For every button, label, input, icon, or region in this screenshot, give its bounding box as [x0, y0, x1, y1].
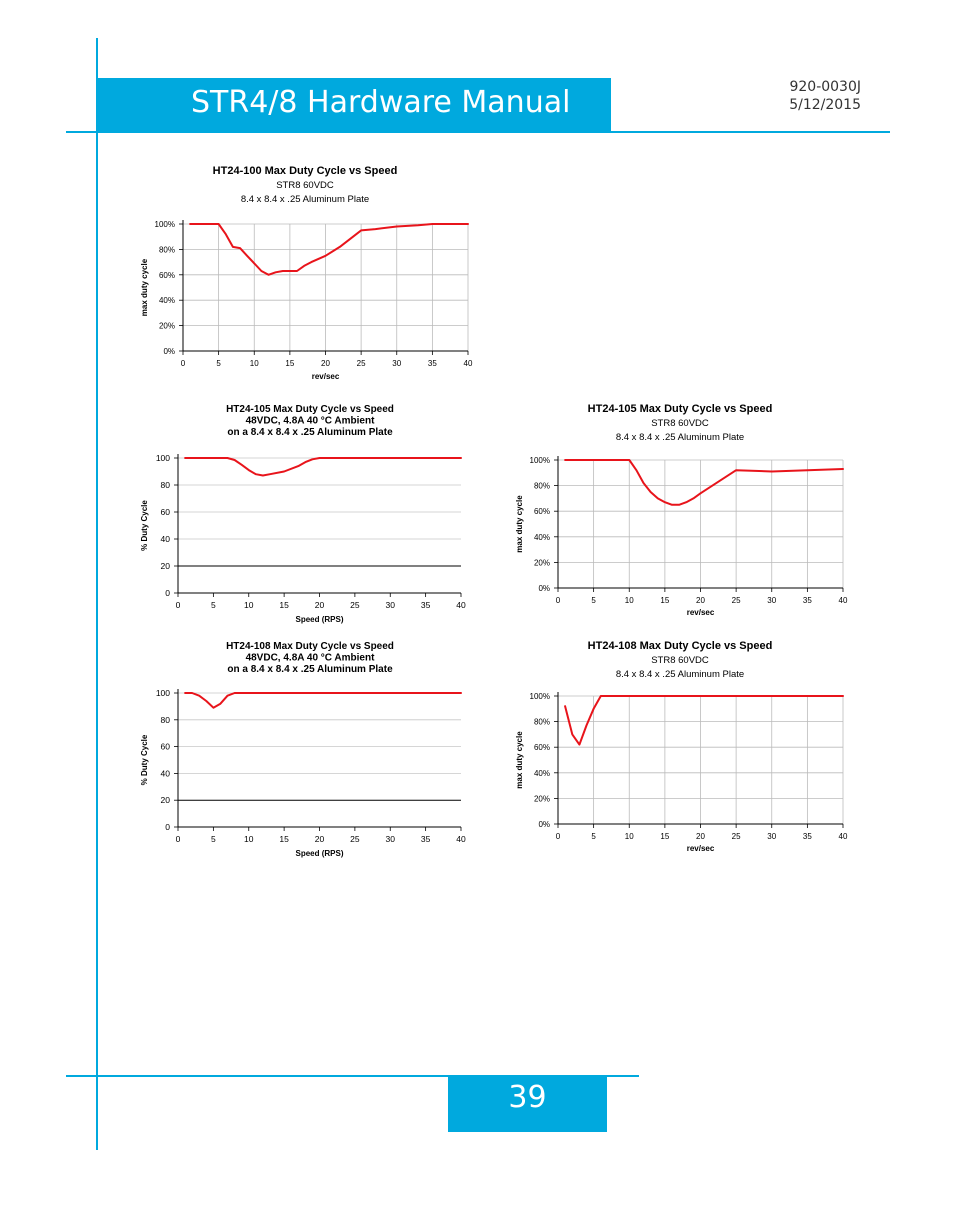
- x-tick-label: 15: [285, 359, 295, 368]
- x-tick-label: 40: [456, 834, 466, 844]
- chart-title: HT24-108 Max Duty Cycle vs Speed: [587, 640, 773, 652]
- x-tick-label: 20: [696, 596, 705, 605]
- doc-date: 5/12/2015: [789, 97, 861, 113]
- y-tick-label: 0%: [538, 820, 550, 829]
- chart-title: HT24-100 Max Duty Cycle vs Speed: [212, 165, 398, 177]
- page-title: STR4/8 Hardware Manual: [191, 85, 571, 120]
- y-tick-label: 0%: [538, 584, 550, 593]
- chart-subtitle: 8.4 x 8.4 x .25 Aluminum Plate: [240, 194, 370, 205]
- y-axis-label: max duty cycle: [140, 258, 149, 317]
- x-tick-label: 30: [767, 832, 777, 841]
- x-tick-label: 25: [731, 832, 741, 841]
- y-tick-label: 20%: [533, 794, 550, 804]
- x-tick-label: 5: [211, 600, 216, 610]
- chart-title-line: HT24-108 Max Duty Cycle vs Speed: [226, 641, 394, 652]
- y-tick-label: 20: [160, 561, 170, 571]
- header-title-band: [96, 78, 611, 132]
- x-tick-label: 40: [456, 600, 466, 610]
- x-tick-label: 35: [802, 596, 812, 605]
- x-axis-label: rev/sec: [686, 844, 715, 853]
- x-axis-label: Speed (RPS): [295, 615, 344, 624]
- chart-ht24-105-48vdc: [135, 400, 480, 630]
- x-tick-label: 40: [838, 596, 848, 605]
- chart-subtitle: STR8 60VDC: [276, 180, 334, 191]
- x-tick-label: 20: [314, 834, 325, 844]
- y-tick-label: 100%: [529, 692, 550, 701]
- x-tick-label: 30: [767, 596, 777, 605]
- x-tick-label: 25: [731, 596, 741, 605]
- x-tick-label: 5: [211, 834, 216, 844]
- series-line-duty-cycle: [565, 696, 843, 745]
- x-tick-label: 40: [463, 359, 473, 368]
- y-tick-label: 60%: [533, 507, 550, 517]
- chart-subtitle: 8.4 x 8.4 x .25 Aluminum Plate: [615, 669, 745, 680]
- y-tick-label: 100%: [529, 456, 550, 465]
- x-tick-label: 35: [420, 834, 431, 844]
- x-tick-label: 30: [385, 600, 395, 610]
- y-tick-label: 20: [160, 795, 170, 806]
- y-tick-label: 40: [160, 768, 170, 779]
- x-tick-label: 15: [660, 832, 670, 841]
- y-axis-label: % Duty Cycle: [140, 500, 149, 551]
- chart-title-line: on a 8.4 x 8.4 x .25 Aluminum Plate: [227, 427, 393, 438]
- x-tick-label: 0: [555, 832, 561, 841]
- y-tick-label: 60: [160, 741, 170, 752]
- x-tick-label: 20: [321, 359, 330, 368]
- left-margin-rule: [96, 38, 98, 1150]
- x-tick-label: 0: [180, 359, 186, 368]
- y-tick-label: 40%: [533, 768, 550, 778]
- chart-title-line: 48VDC, 4.8A 40 °C Ambient: [245, 415, 375, 427]
- x-tick-label: 30: [392, 359, 402, 368]
- series-line-duty-cycle: [185, 693, 461, 708]
- y-tick-label: 0: [165, 822, 170, 832]
- x-tick-label: 0: [175, 834, 181, 844]
- chart-ht24-108-str8: [510, 637, 860, 862]
- x-tick-label: 40: [838, 832, 848, 841]
- x-tick-label: 10: [249, 359, 259, 368]
- x-tick-label: 25: [350, 834, 360, 844]
- doc-number: 920-0030J: [789, 79, 861, 95]
- y-axis-label: max duty cycle: [515, 495, 524, 553]
- x-tick-label: 25: [350, 600, 360, 610]
- y-tick-label: 0%: [163, 347, 175, 356]
- x-tick-label: 25: [356, 359, 366, 368]
- x-tick-label: 5: [591, 596, 596, 605]
- y-tick-label: 40: [160, 534, 170, 544]
- y-tick-label: 80%: [533, 717, 550, 727]
- y-tick-label: 60%: [158, 270, 175, 280]
- y-tick-label: 100: [155, 453, 170, 463]
- x-tick-label: 15: [660, 596, 670, 605]
- chart-title-line: on a 8.4 x 8.4 x .25 Aluminum Plate: [227, 664, 393, 675]
- chart-ht24-100-str8: [135, 162, 480, 387]
- y-tick-label: 0: [165, 588, 170, 598]
- y-tick-label: 100: [155, 688, 170, 698]
- chart-title-line: HT24-105 Max Duty Cycle vs Speed: [226, 404, 394, 415]
- y-tick-label: 40%: [158, 296, 175, 306]
- chart-subtitle: STR8 60VDC: [651, 655, 709, 666]
- x-tick-label: 10: [244, 834, 254, 844]
- x-tick-label: 15: [279, 600, 289, 610]
- x-axis-label: rev/sec: [311, 372, 340, 381]
- x-tick-label: 0: [175, 600, 181, 610]
- x-tick-label: 10: [244, 600, 254, 610]
- x-axis-label: rev/sec: [686, 608, 715, 617]
- x-tick-label: 30: [385, 834, 395, 844]
- y-axis-label: max duty cycle: [515, 731, 524, 789]
- chart-ht24-105-str8: [510, 400, 860, 625]
- y-tick-label: 60: [160, 507, 170, 517]
- x-tick-label: 35: [427, 359, 437, 368]
- series-line-duty-cycle: [185, 458, 461, 476]
- y-tick-label: 40%: [533, 532, 550, 542]
- x-tick-label: 10: [624, 596, 634, 605]
- y-tick-label: 100%: [154, 220, 175, 229]
- x-axis-label: Speed (RPS): [295, 849, 344, 858]
- chart-title-line: 48VDC, 4.8A 40 °C Ambient: [245, 652, 375, 664]
- series-line-duty-cycle: [565, 460, 843, 505]
- x-tick-label: 0: [555, 596, 561, 605]
- y-tick-label: 80%: [158, 245, 175, 255]
- y-tick-label: 80: [160, 714, 170, 725]
- y-tick-label: 80: [160, 480, 170, 490]
- x-tick-label: 20: [314, 600, 325, 610]
- chart-subtitle: 8.4 x 8.4 x .25 Aluminum Plate: [615, 432, 745, 443]
- x-tick-label: 15: [279, 834, 289, 844]
- document-info: [789, 78, 861, 114]
- y-tick-label: 20%: [533, 558, 550, 568]
- x-tick-label: 20: [696, 832, 705, 841]
- x-tick-label: 35: [802, 832, 812, 841]
- x-tick-label: 35: [420, 600, 431, 610]
- x-tick-label: 10: [624, 832, 634, 841]
- y-tick-label: 80%: [533, 481, 550, 491]
- y-tick-label: 60%: [533, 743, 550, 753]
- y-tick-label: 20%: [158, 321, 175, 331]
- x-tick-label: 5: [216, 359, 221, 368]
- page-number-box: [448, 1077, 607, 1132]
- chart-ht24-108-48vdc: [135, 637, 480, 867]
- y-axis-label: % Duty Cycle: [140, 734, 149, 786]
- x-tick-label: 5: [591, 832, 596, 841]
- chart-subtitle: STR8 60VDC: [651, 418, 709, 429]
- page-number: 39: [508, 1080, 547, 1115]
- chart-title: HT24-105 Max Duty Cycle vs Speed: [587, 403, 773, 415]
